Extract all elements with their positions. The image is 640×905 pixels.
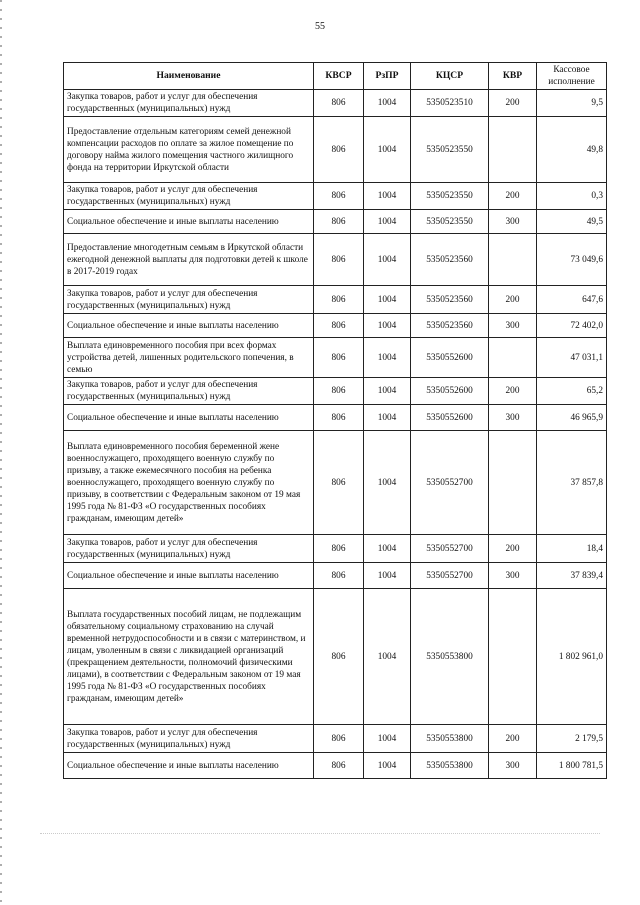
row-kvsr: 806 bbox=[314, 378, 364, 405]
row-rzpr: 1004 bbox=[364, 563, 411, 589]
row-name: Закупка товаров, работ и услуг для обеспечения государственных (муниципальных) нужд bbox=[64, 286, 314, 314]
row-kcsr: 5350552600 bbox=[411, 378, 489, 405]
table-row bbox=[64, 338, 607, 378]
row-kcsr: 5350553800 bbox=[411, 589, 489, 725]
row-kcsr: 5350523510 bbox=[411, 90, 489, 117]
row-name: Предоставление многодетным семьям в Иркутской области ежегодной денежной выплаты для подготовки детей к школе в 2017-2019 годах bbox=[64, 234, 314, 286]
table-row bbox=[64, 286, 607, 314]
row-kvsr: 806 bbox=[314, 314, 364, 338]
table-row bbox=[64, 234, 607, 286]
row-amount: 18,4 bbox=[537, 535, 607, 563]
scan-edge bbox=[0, 0, 2, 905]
row-kvr: 200 bbox=[489, 90, 537, 117]
row-amount: 37 857,8 bbox=[537, 431, 607, 535]
row-kvsr: 806 bbox=[314, 338, 364, 378]
table-row bbox=[64, 753, 607, 779]
row-kvr: 300 bbox=[489, 405, 537, 431]
row-kvr bbox=[489, 589, 537, 725]
row-name: Социальное обеспечение и иные выплаты населению bbox=[64, 563, 314, 589]
row-rzpr: 1004 bbox=[364, 725, 411, 753]
table-row bbox=[64, 563, 607, 589]
header-name: Наименование bbox=[64, 63, 314, 90]
table-row bbox=[64, 405, 607, 431]
row-amount: 1 800 781,5 bbox=[537, 753, 607, 779]
row-name: Выплата единовременного пособия при всех формах устройства детей, лишенных родительского попечения, в семью bbox=[64, 338, 314, 378]
row-amount: 72 402,0 bbox=[537, 314, 607, 338]
row-kvsr: 806 bbox=[314, 563, 364, 589]
table-row bbox=[64, 210, 607, 234]
row-kcsr: 5350523560 bbox=[411, 314, 489, 338]
table-row bbox=[64, 725, 607, 753]
row-kvr: 300 bbox=[489, 753, 537, 779]
row-rzpr: 1004 bbox=[364, 338, 411, 378]
header-rzpr: РзПР bbox=[364, 63, 411, 90]
row-kcsr: 5350553800 bbox=[411, 753, 489, 779]
row-amount: 9,5 bbox=[537, 90, 607, 117]
row-kcsr: 5350552700 bbox=[411, 535, 489, 563]
row-kvsr: 806 bbox=[314, 234, 364, 286]
table-row bbox=[64, 183, 607, 210]
row-kcsr: 5350523560 bbox=[411, 234, 489, 286]
row-kcsr: 5350523550 bbox=[411, 117, 489, 183]
header-kvr: КВР bbox=[489, 63, 537, 90]
row-name: Социальное обеспечение и иные выплаты населению bbox=[64, 405, 314, 431]
row-rzpr: 1004 bbox=[364, 117, 411, 183]
row-kcsr: 5350523550 bbox=[411, 183, 489, 210]
row-name: Предоставление отдельным категориям семей денежной компенсации расходов по оплате за жилое помещение по договору найма жилого помещения частного жилищного фонда на территории Иркутской области bbox=[64, 117, 314, 183]
row-kcsr: 5350523550 bbox=[411, 210, 489, 234]
row-name: Закупка товаров, работ и услуг для обеспечения государственных (муниципальных) нужд bbox=[64, 378, 314, 405]
row-amount: 1 802 961,0 bbox=[537, 589, 607, 725]
row-name: Социальное обеспечение и иные выплаты населению bbox=[64, 210, 314, 234]
header-kvsr: КВСР bbox=[314, 63, 364, 90]
row-rzpr: 1004 bbox=[364, 210, 411, 234]
row-kcsr: 5350553800 bbox=[411, 725, 489, 753]
row-kvr: 300 bbox=[489, 563, 537, 589]
row-kvr bbox=[489, 117, 537, 183]
row-kvsr: 806 bbox=[314, 535, 364, 563]
row-rzpr: 1004 bbox=[364, 234, 411, 286]
row-rzpr: 1004 bbox=[364, 405, 411, 431]
row-kvsr: 806 bbox=[314, 753, 364, 779]
row-amount: 647,6 bbox=[537, 286, 607, 314]
page-number: 55 bbox=[315, 21, 325, 32]
row-name: Выплата государственных пособий лицам, не подлежащим обязательному социальному страхованию на случай временной нетрудоспособности и в связи с материнством, и лицам, уволенным в связи с ликвидацией организаций (прекращением деятельности, полномочий физическими лицами), в соответствии с Федеральным законом от 19 мая 1995 года № 81-ФЗ «О государственных пособиях гражданам, имеющим детей» bbox=[64, 589, 314, 725]
row-name: Социальное обеспечение и иные выплаты населению bbox=[64, 314, 314, 338]
row-amount: 37 839,4 bbox=[537, 563, 607, 589]
row-kvsr: 806 bbox=[314, 725, 364, 753]
row-amount: 46 965,9 bbox=[537, 405, 607, 431]
row-amount: 49,8 bbox=[537, 117, 607, 183]
table-row bbox=[64, 117, 607, 183]
row-name: Выплата единовременного пособия беременной жене военнослужащего, проходящего военную службу по призыву, а также ежемесячного пособия на ребенка военнослужащего, проходящего военную службу по призыву, в соответствии с Федеральным законом от 19 мая 1995 года № 81-ФЗ «О государственных пособиях гражданам, имеющим детей» bbox=[64, 431, 314, 535]
row-name: Социальное обеспечение и иные выплаты населению bbox=[64, 753, 314, 779]
table-row bbox=[64, 378, 607, 405]
row-kvsr: 806 bbox=[314, 117, 364, 183]
row-rzpr: 1004 bbox=[364, 90, 411, 117]
row-kvr: 200 bbox=[489, 535, 537, 563]
row-kvr: 200 bbox=[489, 286, 537, 314]
row-rzpr: 1004 bbox=[364, 753, 411, 779]
row-kvr: 200 bbox=[489, 183, 537, 210]
header-kcsr: КЦСР bbox=[411, 63, 489, 90]
row-rzpr: 1004 bbox=[364, 286, 411, 314]
row-kvsr: 806 bbox=[314, 589, 364, 725]
row-name: Закупка товаров, работ и услуг для обеспечения государственных (муниципальных) нужд bbox=[64, 183, 314, 210]
table-row bbox=[64, 90, 607, 117]
row-kcsr: 5350552600 bbox=[411, 338, 489, 378]
row-kvr: 200 bbox=[489, 725, 537, 753]
row-amount: 65,2 bbox=[537, 378, 607, 405]
table-row bbox=[64, 431, 607, 535]
table-header-row bbox=[64, 63, 607, 90]
row-amount: 49,5 bbox=[537, 210, 607, 234]
row-kcsr: 5350552700 bbox=[411, 563, 489, 589]
row-kcsr: 5350552600 bbox=[411, 405, 489, 431]
row-kvr: 300 bbox=[489, 314, 537, 338]
row-kvsr: 806 bbox=[314, 405, 364, 431]
table-row bbox=[64, 314, 607, 338]
row-kvsr: 806 bbox=[314, 286, 364, 314]
header-exec: Кассовое исполнение bbox=[537, 63, 607, 90]
row-kcsr: 5350552700 bbox=[411, 431, 489, 535]
budget-table bbox=[63, 62, 607, 779]
row-kvsr: 806 bbox=[314, 210, 364, 234]
row-kvsr: 806 bbox=[314, 431, 364, 535]
row-kvsr: 806 bbox=[314, 183, 364, 210]
row-rzpr: 1004 bbox=[364, 589, 411, 725]
scan-artifact-line bbox=[40, 833, 600, 836]
row-amount: 47 031,1 bbox=[537, 338, 607, 378]
row-kvr bbox=[489, 234, 537, 286]
row-name: Закупка товаров, работ и услуг для обеспечения государственных (муниципальных) нужд bbox=[64, 535, 314, 563]
row-kcsr: 5350523560 bbox=[411, 286, 489, 314]
row-rzpr: 1004 bbox=[364, 314, 411, 338]
row-kvr: 200 bbox=[489, 378, 537, 405]
row-amount: 73 049,6 bbox=[537, 234, 607, 286]
row-kvsr: 806 bbox=[314, 90, 364, 117]
row-rzpr: 1004 bbox=[364, 183, 411, 210]
row-name: Закупка товаров, работ и услуг для обеспечения государственных (муниципальных) нужд bbox=[64, 90, 314, 117]
row-name: Закупка товаров, работ и услуг для обеспечения государственных (муниципальных) нужд bbox=[64, 725, 314, 753]
row-rzpr: 1004 bbox=[364, 431, 411, 535]
row-rzpr: 1004 bbox=[364, 378, 411, 405]
row-kvr bbox=[489, 431, 537, 535]
row-amount: 0,3 bbox=[537, 183, 607, 210]
row-rzpr: 1004 bbox=[364, 535, 411, 563]
row-kvr: 300 bbox=[489, 210, 537, 234]
row-kvr bbox=[489, 338, 537, 378]
row-amount: 2 179,5 bbox=[537, 725, 607, 753]
table-row bbox=[64, 535, 607, 563]
table-row bbox=[64, 589, 607, 725]
